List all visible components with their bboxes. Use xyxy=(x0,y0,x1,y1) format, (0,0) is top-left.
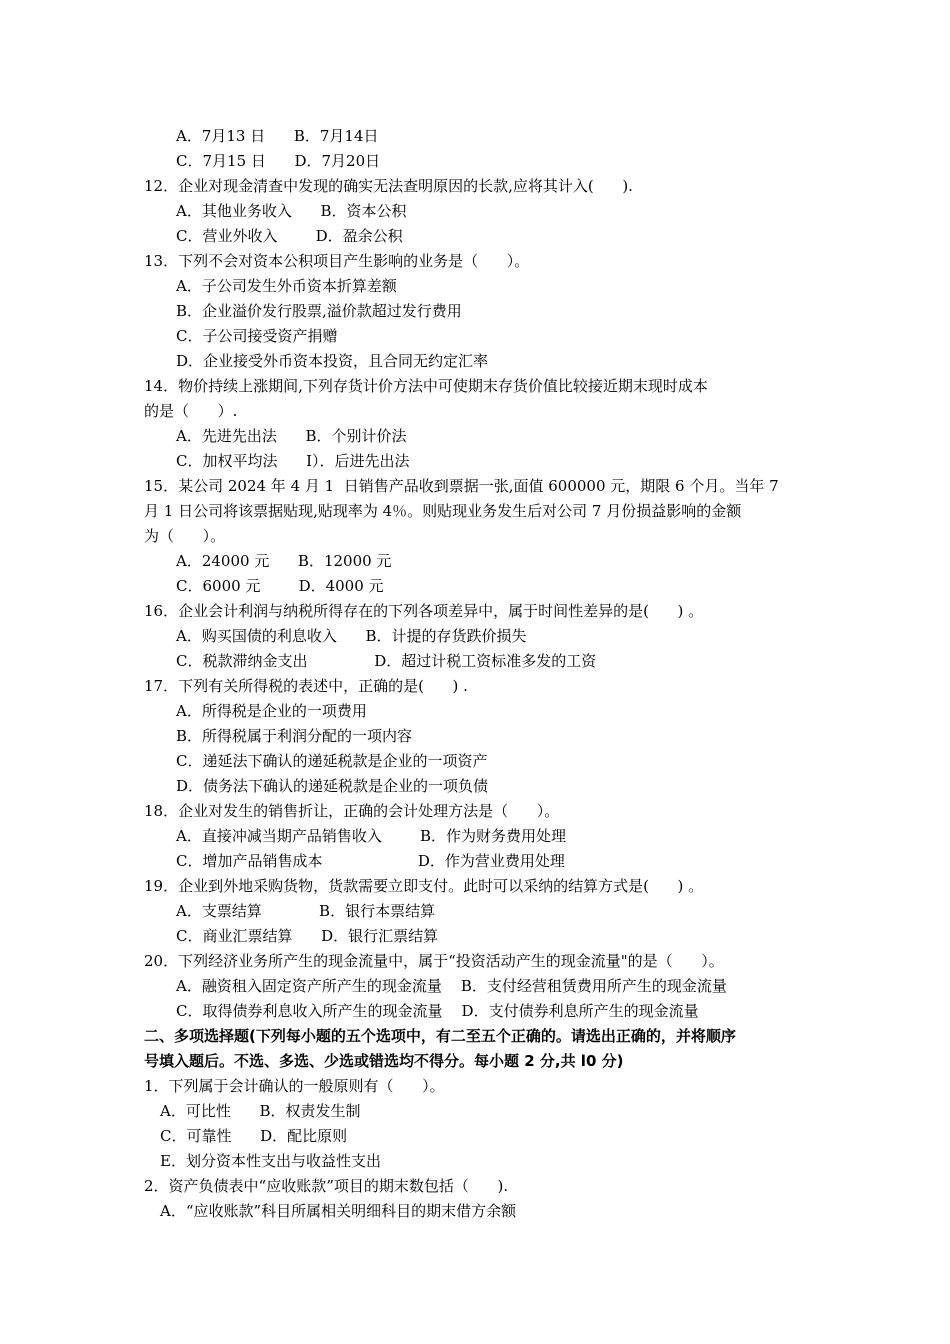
q16-options-ab: A．购买国债的利息收入 B．计提的存货跌价损失 xyxy=(176,627,527,645)
q20-options-ab: A．融资租入固定资产所产生的现金流量 B．支付经营租赁费用所产生的现金流量 xyxy=(176,977,727,995)
q11-options-ab: A．7月13 日 B．7月14日 xyxy=(176,127,379,145)
question-18: 18．企业对发生的销售折让，正确的会计处理方法是（ ）。 xyxy=(144,802,560,820)
question-14: 14．物价持续上涨期间,下列存货计价方法中可使期末存货价值比较接近期末现时成本 xyxy=(144,377,708,395)
question-14-cont: 的是（ ）. xyxy=(144,402,238,420)
question-15-cont2: 为（ ）。 xyxy=(144,527,226,545)
q12-options-cd: C．营业外收入 D．盈余公积 xyxy=(176,227,403,245)
q11-options-cd: C．7月15 日 D．7月20日 xyxy=(176,152,381,170)
q15-options-cd: C．6000 元 D．4000 元 xyxy=(176,577,384,595)
q15-options-ab: A．24000 元 B．12000 元 xyxy=(176,552,392,570)
q13-option-d: D．企业接受外币资本投资，且合同无约定汇率 xyxy=(176,352,489,370)
section-2-heading-cont: 号填入题后。不选、多选、少选或错选均不得分。每小题 2 分,共 l0 分) xyxy=(144,1052,624,1070)
q13-option-a: A．子公司发生外币资本折算差额 xyxy=(176,277,397,295)
q17-option-d: D．债务法下确认的递延税款是企业的一项负债 xyxy=(176,777,489,795)
q18-options-cd: C．增加产品销售成本 D．作为营业费用处理 xyxy=(176,852,565,870)
question-13: 13．下列不会对资本公积项目产生影响的业务是（ ）。 xyxy=(144,252,530,270)
mq1-options-ab: A．可比性 B．权责发生制 xyxy=(160,1102,361,1120)
q12-options-ab: A．其他业务收入 B．资本公积 xyxy=(176,202,407,220)
question-15: 15．某公司 2024 年 4 月 1 日销售产品收到票据一张,面值 600000 元，期限 6 个月。当年 7 xyxy=(144,477,779,495)
question-12: 12．企业对现金清查中发现的确实无法查明原因的长款,应将其计入( ). xyxy=(144,177,633,195)
q20-options-cd: C．取得债券利息收入所产生的现金流量 D．支付债券利息所产生的现金流量 xyxy=(176,1002,699,1020)
question-16: 16．企业会计利润与纳税所得存在的下列各项差异中，属于时间性差异的是( ) 。 xyxy=(144,602,704,620)
mq-2: 2．资产负债表中“应收账款”项目的期末数包括（ ). xyxy=(144,1177,509,1195)
q14-options-cd: C．加权平均法 I）．后进先出法 xyxy=(176,452,410,470)
q16-options-cd: C．税款滞纳金支出 D．超过计税工资标准多发的工资 xyxy=(176,652,597,670)
q14-options-ab: A．先进先出法 B．个别计价法 xyxy=(176,427,407,445)
q17-option-c: C．递延法下确认的递延税款是企业的一项资产 xyxy=(176,752,488,770)
section-2-heading: 二、多项选择题(下列每小题的五个选项中，有二至五个正确的。请选出正确的，并将顺序 xyxy=(144,1027,736,1045)
mq2-option-a: A．“应收账款”科目所属相关明细科目的期末借方余额 xyxy=(160,1202,517,1220)
q17-option-a: A．所得税是企业的一项费用 xyxy=(176,702,367,720)
q19-options-ab: A．支票结算 B．银行本票结算 xyxy=(176,902,436,920)
question-17: 17．下列有关所得税的表述中，正确的是( ) . xyxy=(144,677,468,695)
question-20: 20．下列经济业务所产生的现金流量中，属于“投资活动产生的现金流量"的是（ ）。 xyxy=(144,952,724,970)
mq1-options-cd: C．可靠性 D．配比原则 xyxy=(160,1127,348,1145)
q13-option-b: B．企业溢价发行股票,溢价款超过发行费用 xyxy=(176,302,462,320)
q18-options-ab: A．直接冲减当期产品销售收入 B．作为财务费用处理 xyxy=(176,827,567,845)
q17-option-b: B．所得税属于利润分配的一项内容 xyxy=(176,727,413,745)
question-15-cont: 月 1 日公司将该票据贴现,贴现率为 4％。则贴现业务发生后对公司 7 月份损益影响的金额 xyxy=(144,502,742,520)
mq-1: 1．下列属于会计确认的一般原则有（ ）。 xyxy=(144,1077,445,1095)
q19-options-cd: C．商业汇票结算 D．银行汇票结算 xyxy=(176,927,439,945)
q13-option-c: C．子公司接受资产捐赠 xyxy=(176,327,338,345)
question-19: 19．企业到外地采购货物，货款需要立即支付。此时可以采纳的结算方式是( ) 。 xyxy=(144,877,704,895)
mq1-option-e: E．划分资本性支出与收益性支出 xyxy=(160,1152,381,1170)
